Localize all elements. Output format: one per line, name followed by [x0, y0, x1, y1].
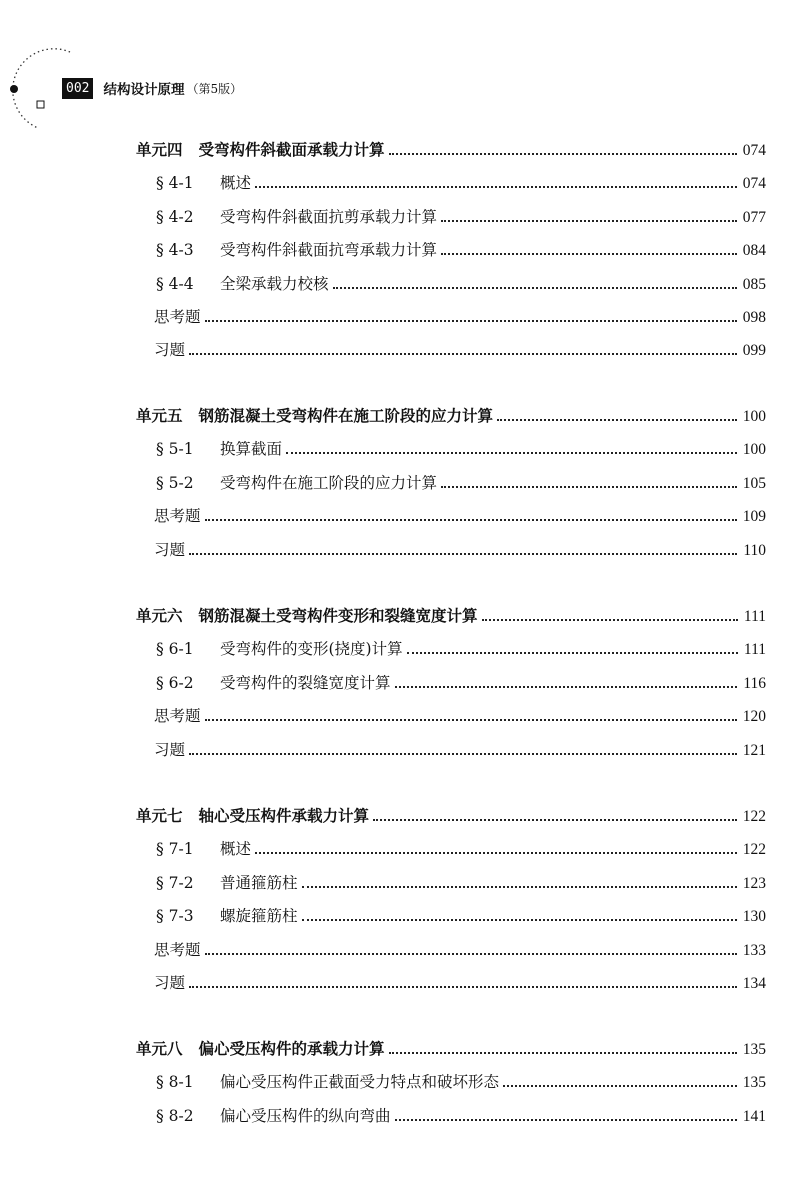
section-number: § 5-1 [156, 440, 194, 459]
toc-section-row [156, 238, 766, 262]
dot-leader [302, 919, 737, 921]
section-number: § 7-2 [156, 873, 194, 892]
page-number: 135 [742, 1041, 766, 1058]
toc-section-row [156, 1104, 766, 1128]
toc-chapter-row [136, 1037, 766, 1061]
page-number: 105 [742, 474, 766, 492]
page-number: 122 [742, 808, 766, 825]
dot-leader [286, 452, 737, 454]
page-number: 141 [742, 1107, 766, 1125]
dot-leader [503, 1085, 737, 1087]
dot-leader [373, 819, 737, 821]
dot-leader [395, 1119, 737, 1121]
extra-title: 习题 [154, 740, 186, 759]
page-number: 074 [742, 175, 766, 193]
section-title: 螺旋箍筋柱 [220, 907, 298, 926]
toc-section-row [156, 171, 766, 195]
toc-extra-row [154, 504, 766, 528]
toc-extra-row [154, 338, 766, 362]
section-number: § 5-2 [156, 473, 194, 492]
section-number: § 8-2 [156, 1106, 194, 1125]
section-title: 偏心受压构件正截面受力特点和破坏形态 [220, 1073, 500, 1092]
toc-chapter-row [136, 138, 766, 162]
page-number: 111 [743, 641, 766, 659]
page-number: 116 [743, 674, 766, 692]
toc-section-row [156, 671, 766, 695]
page-number: 074 [742, 142, 766, 159]
chapter-number: 单元八 [136, 1040, 183, 1058]
dot-leader [497, 419, 737, 421]
toc-section-row [156, 904, 766, 928]
book-edition: （第5版） [186, 81, 243, 96]
section-number: § 8-1 [156, 1073, 194, 1092]
page-number: 110 [743, 541, 766, 559]
section-title: 受弯构件的变形(挠度)计算 [220, 640, 403, 659]
page-number: 111 [743, 608, 766, 625]
toc-chapter-row [136, 404, 766, 428]
extra-title: 习题 [154, 974, 186, 992]
page-number: 122 [742, 841, 766, 859]
extra-title: 思考题 [154, 707, 201, 726]
section-number: § 4-2 [156, 207, 194, 226]
toc-section-row [156, 471, 766, 495]
section-title: 受弯构件斜截面抗剪承载力计算 [220, 207, 438, 226]
dot-leader [189, 353, 737, 355]
section-number: § 7-1 [156, 840, 194, 859]
dot-leader [205, 719, 737, 721]
toc-chapter-row [136, 604, 766, 628]
toc-section-row [156, 837, 766, 861]
dot-leader [441, 486, 737, 488]
section-title: 普通箍筋柱 [220, 873, 298, 892]
toc-extra-row [154, 738, 766, 762]
section-title: 偏心受压构件的纵向弯曲 [220, 1106, 391, 1125]
dot-leader [389, 1052, 737, 1054]
section-title: 受弯构件斜截面抗弯承载力计算 [220, 241, 438, 260]
chapter-number: 单元五 [136, 407, 183, 425]
dot-leader [482, 619, 738, 621]
section-title: 全梁承载力校核 [220, 274, 329, 293]
page-number: 121 [742, 741, 766, 759]
page-number: 123 [742, 874, 766, 892]
section-number: § 4-4 [156, 274, 194, 293]
page-number: 098 [742, 309, 766, 326]
chapter-number: 单元六 [136, 607, 183, 625]
dot-leader [302, 886, 737, 888]
page-number-badge: 002 [62, 78, 93, 99]
dot-leader [189, 753, 737, 755]
toc-extra-row [154, 305, 766, 329]
toc-section-row [156, 272, 766, 296]
dot-leader [205, 320, 737, 322]
section-title: 概述 [220, 840, 252, 859]
page-number: 135 [742, 1074, 766, 1092]
page-number: 134 [742, 975, 766, 992]
section-title: 受弯构件在施工阶段的应力计算 [220, 473, 438, 492]
page-number: 084 [742, 242, 766, 260]
page-number: 130 [742, 908, 766, 926]
section-number: § 4-1 [156, 174, 194, 193]
dot-leader [205, 519, 737, 521]
page-number: 085 [742, 275, 766, 293]
toc-extra-row [154, 704, 766, 728]
toc-section-row [156, 871, 766, 895]
dot-leader [407, 652, 738, 654]
page-number: 133 [742, 941, 766, 959]
running-header [62, 76, 242, 100]
extra-title: 思考题 [154, 940, 201, 959]
extra-title: 习题 [154, 341, 186, 360]
page-number: 100 [742, 441, 766, 459]
dot-leader [441, 220, 737, 222]
chapter-title: 钢筋混凝土受弯构件在施工阶段的应力计算 [198, 407, 494, 425]
header-ornament [0, 0, 90, 140]
page-number: 099 [742, 342, 766, 360]
section-number: § 6-2 [156, 673, 194, 692]
section-title: 概述 [220, 174, 252, 193]
chapter-title: 轴心受压构件承载力计算 [198, 807, 370, 825]
page-number: 100 [742, 408, 766, 425]
toc-section-row [156, 637, 766, 661]
section-title: 换算截面 [220, 440, 283, 459]
chapter-title: 钢筋混凝土受弯构件变形和裂缝宽度计算 [198, 607, 478, 625]
page-number: 120 [742, 708, 766, 726]
chapter-number: 单元七 [136, 807, 183, 825]
toc-extra-row [154, 938, 766, 962]
toc-extra-row [154, 538, 766, 562]
dot-leader [333, 287, 737, 289]
dot-leader [255, 186, 737, 188]
chapter-number: 单元四 [136, 141, 183, 159]
dot-leader [205, 953, 737, 955]
dot-leader [389, 153, 737, 155]
extra-title: 习题 [154, 540, 186, 559]
book-title: 结构设计原理 [103, 82, 185, 98]
extra-title: 思考题 [154, 507, 201, 526]
page-number: 109 [742, 508, 766, 526]
section-title: 受弯构件的裂缝宽度计算 [220, 673, 391, 692]
toc-section-row [156, 437, 766, 461]
section-number: § 6-1 [156, 640, 194, 659]
section-number: § 4-3 [156, 241, 194, 260]
toc-chapter-row [136, 804, 766, 828]
dot-leader [395, 686, 738, 688]
toc-section-row [156, 205, 766, 229]
toc-extra-row [154, 971, 766, 995]
chapter-title: 受弯构件斜截面承载力计算 [198, 141, 385, 159]
toc-section-row [156, 1070, 766, 1094]
dot-leader [189, 553, 737, 555]
dot-leader [255, 852, 737, 854]
page-number: 077 [742, 208, 766, 226]
section-number: § 7-3 [156, 907, 194, 926]
chapter-title: 偏心受压构件的承载力计算 [198, 1040, 385, 1058]
dot-leader [441, 253, 737, 255]
dot-leader [189, 986, 737, 988]
extra-title: 思考题 [154, 308, 201, 326]
